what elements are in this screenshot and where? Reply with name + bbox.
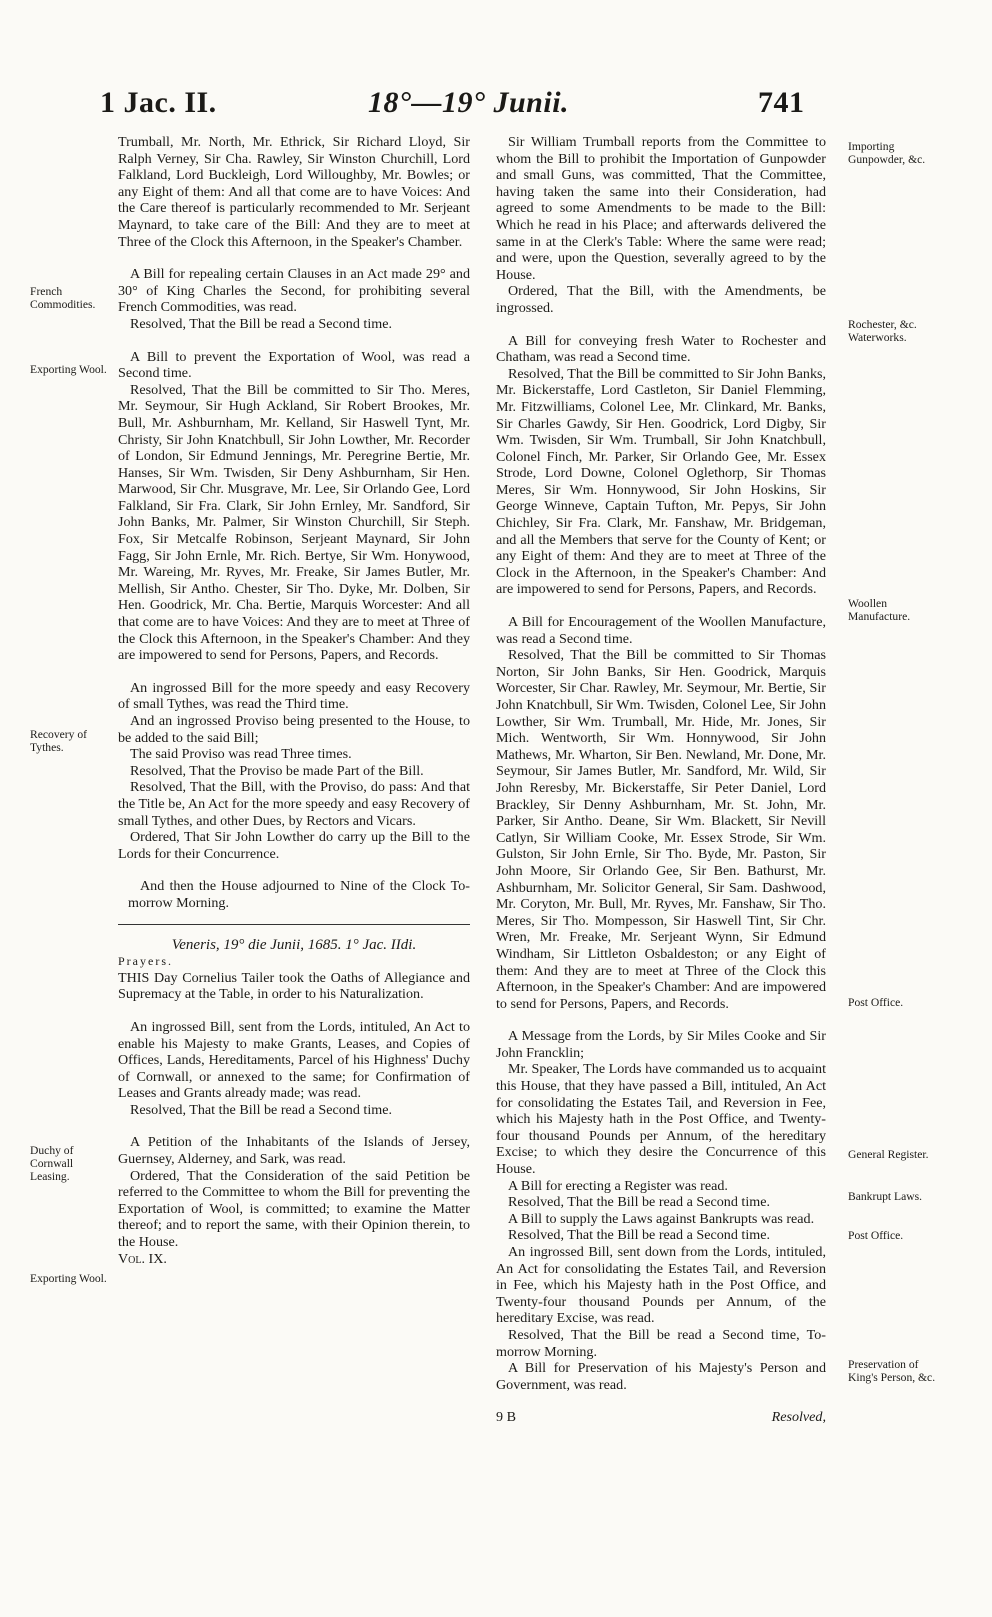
paragraph: Resolved, That the Bill be read a Second time. — [508, 1227, 770, 1244]
paragraph: Resolved, That the Bill be read a Second time. — [508, 1194, 770, 1211]
paragraph: A Bill to prevent the Exportation of Wool, was read a Second time. — [118, 348, 470, 382]
paragraph: THIS Day Cornelius Tailer took the Oaths of Allegiance and Supremacy at the Table, in order to his Naturalization. — [118, 969, 470, 1003]
paragraph: Resolved, That the Bill be committed to Sir Tho. Meres, Mr. Seymour, Sir Hugh Ackland, Sir Robert Brookes, Mr. Bull, Mr. Ashburnham, Mr. Kelland, Sir Haswell Tynt, Mr. Christy, Sir John Knatchbull, Sir John Lowther, Mr. Recorder of London, Sir Edmund Jennings, Mr. Peregrine Bertie, Mr. Hanses, Sir Wm. Twisden, Sir Deny Ashburnham, Sir Hen. Marwood, Sir Chr. Musgrave, Mr. Lee, Sir Orlando Gee, Lord Falkland, Sir Fra. Clark, Sir John Ernley, Mr. Sandford, Sir John Banks, Mr. Palmer, Sir Winston Churchill, Sir Steph. Fox, Sir Metcalfe Robinson, Serjeant Maynard, Sir John Fagg, Sir John Ernle, Mr. Rich. Bertye, Sir Wm. Honywood, Mr. Wareing, Mr. Ryves, Mr. Freake, Sir James Butler, Mr. Mellish, Sir Antho. Chester, Sir Tho. Dyke, Mr. Dolben, Sir Hen. Goodrick, Mr. Cha. Bertie, Marquis Worcester: And all that come are to have Voices: And they are to meet at Three of the Clock this Afternoon, in the Speaker's Chamber: And they are impowered to send for Persons, Papers, and Records. — [118, 381, 470, 664]
paragraph: Ordered, That the Bill, with the Amendments, be ingrossed. — [496, 283, 826, 316]
margin-note: Duchy of Cornwall Leasing. — [30, 1144, 74, 1183]
margin-note: Bankrupt Laws. — [848, 1190, 923, 1203]
margin-note: Woollen Manufacture. — [848, 597, 911, 623]
paragraph: Resolved, That the Bill be committed to Sir John Banks, Mr. Bickerstaffe, Lord Castleton, Sir Daniel Flemming, Mr. Fitzwilliams, Colonel Lee, Mr. Clinkard, Mr. Banks, Sir Charles Gawdy, Sir Hen. Goodrick, Lord Digby, Sir Wm. Twisden, Sir Wm. Trumball, Sir John Knatchbull, Colonel Finch, Mr. Parker, Sir Orlando Gee, Mr. Essex Strode, Lord Downe, Colonel Oglethorp, Sir Thomas Meres, Sir Wm. Honnywood, Sir John Hoskins, Sir George Winneve, Captain Tufton, Mr. Pepys, Sir John Chichley, Sir Fra. Clark, Mr. Fanshaw, Mr. Bridgeman, and all the Members that serve for the County of Kent; or any Eight of them: And they are to meet at Three of the Clock in the Afternoon, in the Speaker's Chamber: And are impowered to send for Persons, Papers, and Records. — [496, 365, 826, 598]
paragraph: And an ingrossed Proviso being presented to the House, to be added to the said Bill; — [118, 713, 470, 746]
margin-note: Post Office. — [848, 996, 904, 1009]
paragraph: A Bill for Encouragement of the Woollen Manufacture, was read a Second time. — [496, 614, 826, 647]
paragraph: Resolved, That the Proviso be made Part of the Bill. — [130, 762, 424, 779]
margin-note: Preservation of King's Person, &c. — [848, 1358, 936, 1384]
paragraph: A Bill for Preservation of his Majesty's Person and Government, was read. — [496, 1360, 826, 1393]
margin-note: Rochester, &c. Waterworks. — [848, 318, 917, 344]
paragraph: Resolved, That the Bill be committed to Sir Thomas Norton, Sir John Banks, Sir Hen. Goodrick, Marquis Worcester, Sir Char. Rawley, Mr. Seymour, Mr. Bertie, Sir John Knatchbull, Sir Wm. Twisden, Colonel Lee, Sir John Lowther, Sir Wm. Trumball, Mr. Hide, Mr. Jones, Sir Mich. Wentworth, Sir Wm. Honnywood, Sir John Mathews, Mr. Wharton, Sir Ben. Newland, Mr. Done, Mr. Seymour, Sir James Butler, Mr. Sandford, Mr. Wild, Sir John Reresby, Mr. Bickerstaffe, Sir Peter Daniel, Lord Brackley, Sir Denny Ashburnham, Mr. St. John, Mr. Parker, Sir Antho. Deane, Sir Wm. Blackett, Sir Nevill Catlyn, Sir William Cooke, Mr. Essex Strode, Sir Wm. Gulston, Sir John Ernle, Sir Tho. Byde, Mr. Paston, Sir John Moore, Sir Orlando Gee, Sir Ben. Bathurst, Mr. Ashburnham, Mr. Solicitor General, Sir Sam. Dashwood, Mr. Coryton, Mr. Bull, Mr. Ryves, Mr. Fanshaw, Sir Tho. Meres, Sir Tho. Mompesson, Sir Haswell Tint, Sir Chr. Wren, Mr. Freake, Mr. Serjeant Wynn, Sir Edmund Windham, Sir Littleton Osbaldeston; or any Eight of them: And they are to meet at Three of the Clock this Afternoon, in the Speaker's Chamber: And are impowered to send for Persons, Papers, and Records. — [496, 647, 826, 1012]
paragraph: An ingrossed Bill, sent down from the Lords, intituled, An Act for consolidating the Estates Tail, and Reversion in Fee, which his Majesty hath in the Post Office, and Twenty-four thousand Pounds per Annum, of the hereditary Excise, was read. — [496, 1244, 826, 1327]
paragraph: Mr. Speaker, The Lords have commanded us to acquaint this House, that they have passed a Bill, intituled, An Act for consolidating the Estates Tail, and Reversion in Fee, which his Majesty hath in the Post Office, and Twenty-four thousand Pounds per Annum, of the hereditary Excise; to which they desire the Concurrence of this House. — [496, 1061, 826, 1178]
margin-note: Post Office. — [848, 1229, 904, 1242]
margin-note: Importing Gunpowder, &c. — [848, 140, 926, 166]
right-column — [496, 134, 826, 1426]
paragraph: A Bill for conveying fresh Water to Rochester and Chatham, was read a Second time. — [496, 332, 826, 366]
paragraph: A Petition of the Inhabitants of the Islands of Jersey, Guernsey, Alderney, and Sark, was read. — [118, 1134, 470, 1168]
page-number: 741 — [758, 86, 805, 119]
paragraph: And then the House adjourned to Nine of the Clock To-morrow Morning. — [128, 878, 470, 911]
margin-note: General Register. — [848, 1148, 929, 1161]
header-left: 1 Jac. II. — [100, 86, 217, 119]
paragraph: Resolved, That the Bill be read a Second time. — [130, 315, 392, 332]
header-date: 18°—19° Junii. — [368, 86, 570, 119]
paragraph: A Bill for repealing certain Clauses in an Act made 29° and 30° of King Charles the Second, for prohibiting several French Commodities, was read. — [118, 266, 470, 316]
section-divider — [118, 924, 470, 925]
paragraph: A Message from the Lords, by Sir Miles Cooke and Sir John Francklin; — [496, 1028, 826, 1061]
prayers-heading: Prayers. — [118, 954, 173, 969]
paragraph: Ordered, That Sir John Lowther do carry up the Bill to the Lords for their Concurrence. — [118, 829, 470, 862]
paragraph: An ingrossed Bill, sent from the Lords, intituled, An Act to enable his Majesty to make Grants, Leases, and Copies of Offices, Lands, Hereditaments, Parcel of his Highness' Duchy of Cornwall, or annexed to the same; for Confirmation of Leases and Grants already made; was read. — [118, 1018, 470, 1102]
volume-label: Vol. IX. — [118, 1250, 167, 1267]
paragraph: An ingrossed Bill for the more speedy and easy Recovery of small Tythes, was read the Third time. — [118, 679, 470, 713]
paragraph: Resolved, That the Bill be read a Second time, To-morrow Morning. — [496, 1326, 826, 1360]
date-heading: Veneris, 19° die Junii, 1685. 1° Jac. IIdi. — [171, 936, 417, 953]
paragraph: Sir William Trumball reports from the Committee to whom the Bill to prohibit the Importation of Gunpowder and small Guns, was committed, That the Committee, having taken the same into their Consideration, had agreed to some Amendments to be made to the Bill: Which he read in his Place; and afterwards delivered the same in at the Clerk's Table: Where the same were read; and were, upon the Question, severally agreed to by the House. — [496, 134, 826, 283]
signature-mark: 9 B — [496, 1409, 516, 1426]
paragraph: Trumball, Mr. North, Mr. Ethrick, Sir Richard Lloyd, Sir Ralph Verney, Sir Cha. Rawley, Sir Winston Churchill, Lord Falkland, Lord Buckleigh, Lord Willoughby, Mr. Bowles; or any Eight of them: And all that come are to have Voices: And the Care thereof is particularly recommended to Mr. Serjeant Maynard, to take care of the Bill: And they are to meet at Three of the Clock this Afternoon, in the Speaker's Chamber. — [118, 134, 470, 250]
paragraph: The said Proviso was read Three times. — [130, 746, 352, 763]
paragraph: Ordered, That the Consideration of the said Petition be referred to the Committee to whom the Bill for preventing the Exportation of Wool, is committed; to examine the Matter thereof; and to report the same, with their Opinion therein, to the House. — [118, 1167, 470, 1251]
paragraph: Resolved, That the Bill, with the Proviso, do pass: And that the Title be, An Act for the more speedy and easy Recovery of small Tythes, and other Dues, by Rectors and Vicars. — [118, 779, 470, 829]
margin-note: Exporting Wool. — [30, 1272, 107, 1285]
page-footer — [496, 1409, 826, 1426]
paragraph: A Bill to supply the Laws against Bankrupts was read. — [508, 1210, 815, 1227]
paragraph: A Bill for erecting a Register was read. — [508, 1177, 728, 1194]
catchword: Resolved, — [771, 1409, 826, 1426]
margin-note: Recovery of Tythes. — [30, 728, 87, 754]
margin-note: French Commodities. — [30, 285, 96, 311]
paragraph: Resolved, That the Bill be read a Second time. — [130, 1101, 392, 1118]
margin-note: Exporting Wool. — [30, 363, 107, 376]
left-column — [118, 134, 470, 1267]
